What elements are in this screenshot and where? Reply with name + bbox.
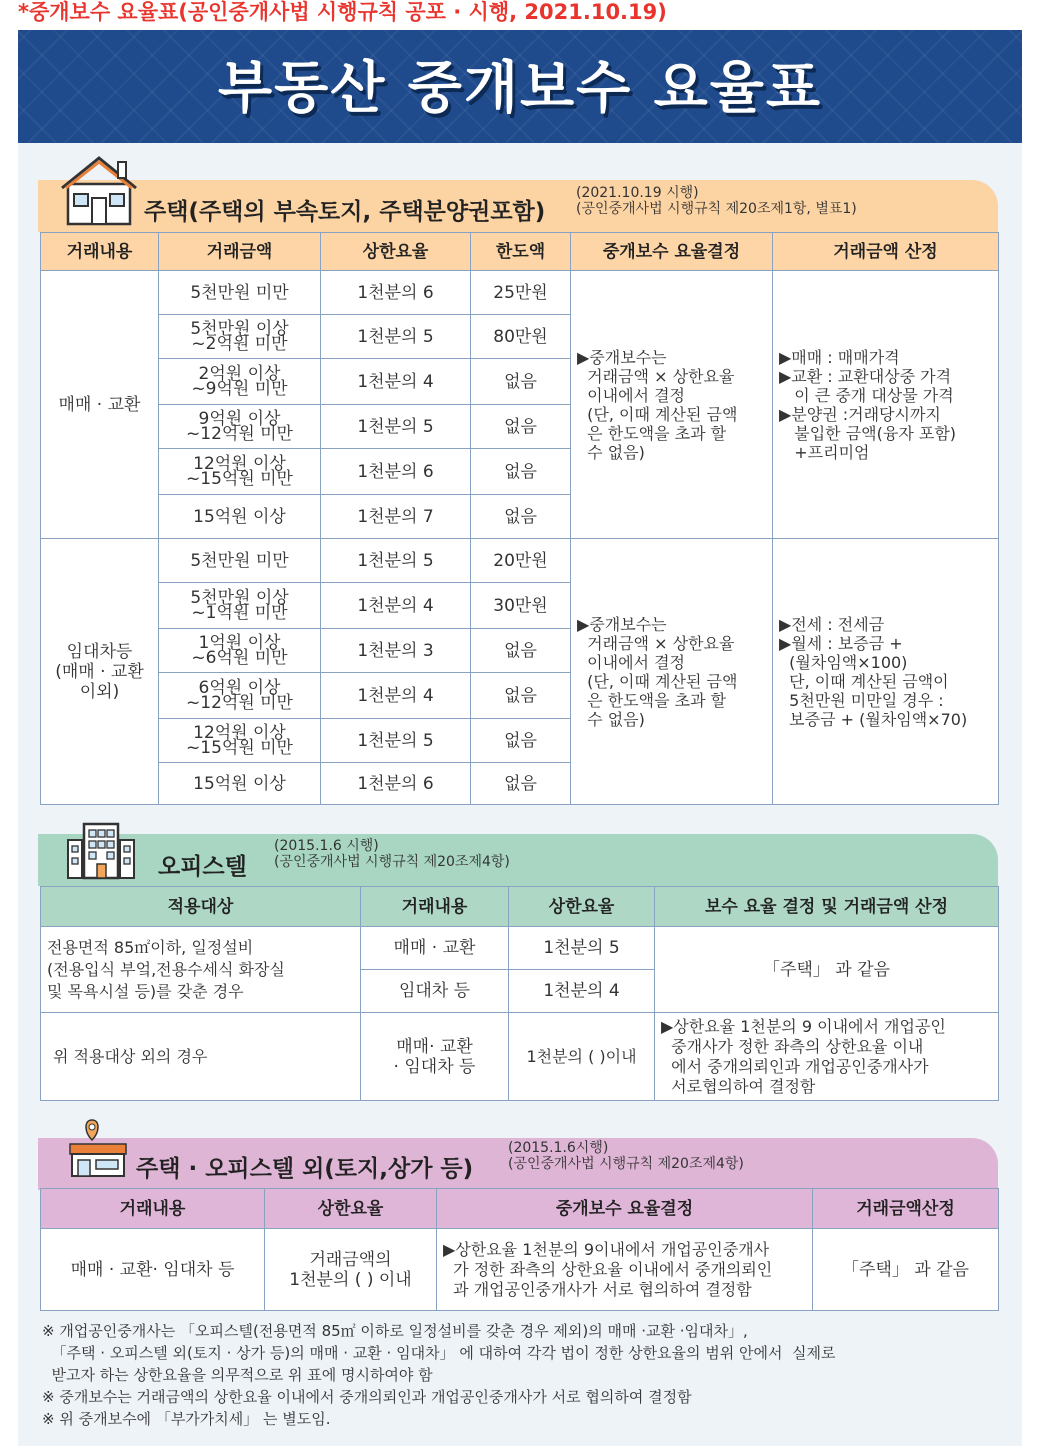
footnotes: [42, 1320, 836, 1430]
rate-cell: 1천분의 ( )이내: [509, 1013, 655, 1101]
rate-cell: 1천분의 4: [321, 673, 471, 719]
limit-cell: 20만원: [471, 539, 571, 583]
amount-cell: 6억원 이상 ~12억원 미만: [159, 673, 321, 719]
rate-cell: 1천분의 3: [321, 629, 471, 673]
officetel-header-target: 적용대상: [41, 887, 361, 927]
section-land-note-law: (공인중개사법 시행규칙 제20조제4항): [508, 1156, 744, 1172]
deal-cell: 매매 · 교환· 임대차 등: [41, 1229, 265, 1311]
table-row: [41, 1013, 999, 1101]
land-fee-table: [40, 1188, 999, 1311]
land-header-decision: 중개보수 요율결정: [437, 1189, 813, 1229]
deal-cell: 매매 · 교환: [361, 927, 509, 970]
land-calc-text: 「주택」 과 같음: [813, 1229, 999, 1311]
footnote-line: ※ 개업공인중개사는 「오피스텔(전용면적 85㎡ 이하로 일정설비를 갖춘 경우 제외)의 매매 ·교환 ·임대차」,: [42, 1322, 748, 1340]
title-banner: [18, 30, 1022, 143]
amount-cell: 1억원 이상 ~6억원 미만: [159, 629, 321, 673]
limit-cell: 없음: [471, 719, 571, 763]
amount-cell: 5천만원 이상 ~1억원 미만: [159, 583, 321, 629]
limit-cell: 없음: [471, 629, 571, 673]
house-icon: [60, 154, 140, 230]
officetel-target-small: 전용면적 85㎡이하, 일정설비 (전용입식 부엌,전용수세식 화장실 및 목욕시설 등)를 갖춘 경우: [41, 927, 361, 1013]
amount-cell: 9억원 이상 ~12억원 미만: [159, 405, 321, 449]
section-housing-title: 주택(주택의 부속토지, 주택분양권포함): [144, 199, 546, 225]
rate-cell: 1천분의 5: [321, 405, 471, 449]
footnote-line: 받고자 하는 상한요율을 의무적으로 위 표에 명시하여야 함: [42, 1366, 433, 1384]
land-decision-text: ▶상한요율 1천분의 9이내에서 개업공인중개사 가 정한 좌측의 상한요율 이내에서 중개의뢰인 과 개업공인중개사가 서로 협의하여 결정함: [437, 1229, 813, 1311]
housing-header-rate: 상한요율: [321, 233, 471, 271]
rate-cell: 1천분의 4: [321, 359, 471, 405]
lease-calc-text: ▶전세 : 전세금 ▶월세 : 보증금 + (월차임액×100) 단, 이때 계산된 금액이 5천만원 미만일 경우 : 보증금 + (월차임액×70): [773, 539, 999, 805]
housing-header-decision: 중개보수 요율결정: [571, 233, 773, 271]
footnote-line: ※ 위 중개보수에 「부가가치세」 는 별도임.: [42, 1410, 331, 1428]
lease-deal-label: 임대차등 (매매 · 교환 이외): [41, 539, 159, 805]
amount-cell: 5천만원 미만: [159, 271, 321, 315]
table-row: [41, 927, 999, 970]
footnote-line: 「주택 · 오피스텔 외(토지 · 상가 등)의 매매 · 교환 · 임대차」 에 대하여 각각 법이 정한 상한요율의 범위 안에서 실제로: [42, 1344, 836, 1362]
rate-cell: 1천분의 7: [321, 495, 471, 539]
limit-cell: 없음: [471, 763, 571, 805]
shop-icon: [64, 1118, 134, 1180]
rate-cell: 거래금액의 1천분의 ( ) 이내: [265, 1229, 437, 1311]
table-row: [41, 1229, 999, 1311]
rate-cell: 1천분의 5: [321, 719, 471, 763]
limit-cell: 없음: [471, 449, 571, 495]
section-officetel-title: 오피스텔: [158, 854, 247, 880]
sale-calc-text: ▶매매 : 매매가격 ▶교환 : 교환대상중 가격 이 큰 중개 대상물 가격 ▶분양권 :거래당시까지 불입한 금액(융자 포함) +프리미엄: [773, 271, 999, 539]
rate-cell: 1천분의 4: [509, 970, 655, 1013]
amount-cell: 12억원 이상 ~15억원 미만: [159, 449, 321, 495]
officetel-target-other: 위 적용대상 외의 경우: [41, 1013, 361, 1101]
section-housing-note: [576, 185, 857, 217]
footnote-line: ※ 중개보수는 거래금액의 상한요율 이내에서 중개의뢰인과 개업공인중개사가 서로 협의하여 결정함: [42, 1388, 692, 1406]
deal-cell: 임대차 등: [361, 970, 509, 1013]
rate-cell: 1천분의 6: [321, 763, 471, 805]
housing-header-amount: 거래금액: [159, 233, 321, 271]
officetel-header-deal: 거래내용: [361, 887, 509, 927]
amount-cell: 5천만원 이상 ~2억원 미만: [159, 315, 321, 359]
officetel-header-row: [41, 887, 999, 927]
housing-header-row: [41, 233, 999, 271]
section-officetel-note-law: (공인중개사법 시행규칙 제20조제4항): [274, 854, 510, 870]
amount-cell: 2억원 이상 ~9억원 미만: [159, 359, 321, 405]
housing-header-limit: 한도액: [471, 233, 571, 271]
officetel-other-desc: ▶상한요율 1천분의 9 이내에서 개업공인 중개사가 정한 좌측의 상한요율 이내 에서 중개의뢰인과 개업공인중개사가 서로협의하여 결정함: [655, 1013, 999, 1101]
land-header-calc: 거래금액산정: [813, 1189, 999, 1229]
section-housing-note-law: (공인중개사법 시행규칙 제20조제1항, 별표1): [576, 201, 857, 217]
rate-cell: 1천분의 6: [321, 449, 471, 495]
officetel-fee-table: [40, 886, 999, 1101]
limit-cell: 없음: [471, 673, 571, 719]
sale-deal-label: 매매 · 교환: [41, 271, 159, 539]
housing-header-deal: 거래내용: [41, 233, 159, 271]
officetel-same-as-housing: 「주택」 과 같음: [655, 927, 999, 1013]
page-title: 부동산 중개보수 요율표: [218, 56, 822, 121]
officetel-header-desc: 보수 요율 결정 및 거래금액 산정: [655, 887, 999, 927]
section-housing-note-date: (2021.10.19 시행): [576, 185, 699, 201]
top-note: *중개보수 요율표(공인중개사법 시행규칙 공포 · 시행, 2021.10.19): [18, 0, 667, 24]
table-row: [41, 539, 999, 583]
amount-cell: 15억원 이상: [159, 763, 321, 805]
building-icon: [64, 820, 140, 882]
amount-cell: 12억원 이상 ~15억원 미만: [159, 719, 321, 763]
section-officetel-note: [274, 838, 510, 870]
amount-cell: 15억원 이상: [159, 495, 321, 539]
sale-decision-text: ▶중개보수는 거래금액 × 상한요율 이내에서 결정 (단, 이때 계산된 금액 은 한도액을 초과 할 수 없음): [571, 271, 773, 539]
section-officetel-note-date: (2015.1.6 시행): [274, 838, 379, 854]
rate-cell: 1천분의 4: [321, 583, 471, 629]
amount-cell: 5천만원 미만: [159, 539, 321, 583]
officetel-header-rate: 상한요율: [509, 887, 655, 927]
limit-cell: 없음: [471, 495, 571, 539]
land-header-row: [41, 1189, 999, 1229]
rate-cell: 1천분의 5: [321, 315, 471, 359]
section-land-note-date: (2015.1.6시행): [508, 1140, 609, 1156]
limit-cell: 없음: [471, 405, 571, 449]
deal-cell: 매매· 교환 · 임대차 등: [361, 1013, 509, 1101]
rate-cell: 1천분의 5: [509, 927, 655, 970]
land-header-rate: 상한요율: [265, 1189, 437, 1229]
rate-cell: 1천분의 6: [321, 271, 471, 315]
limit-cell: 없음: [471, 359, 571, 405]
housing-fee-table: [40, 232, 999, 805]
section-land-note: [508, 1140, 744, 1172]
limit-cell: 80만원: [471, 315, 571, 359]
limit-cell: 30만원: [471, 583, 571, 629]
section-land-title: 주택 · 오피스텔 외(토지,상가 등): [136, 1156, 474, 1182]
table-row: [41, 271, 999, 315]
land-header-deal: 거래내용: [41, 1189, 265, 1229]
rate-cell: 1천분의 5: [321, 539, 471, 583]
lease-decision-text: ▶중개보수는 거래금액 × 상한요율 이내에서 결정 (단, 이때 계산된 금액 은 한도액을 초과 할 수 없음): [571, 539, 773, 805]
housing-header-calc: 거래금액 산정: [773, 233, 999, 271]
limit-cell: 25만원: [471, 271, 571, 315]
fee-table-panel: [18, 30, 1022, 1446]
